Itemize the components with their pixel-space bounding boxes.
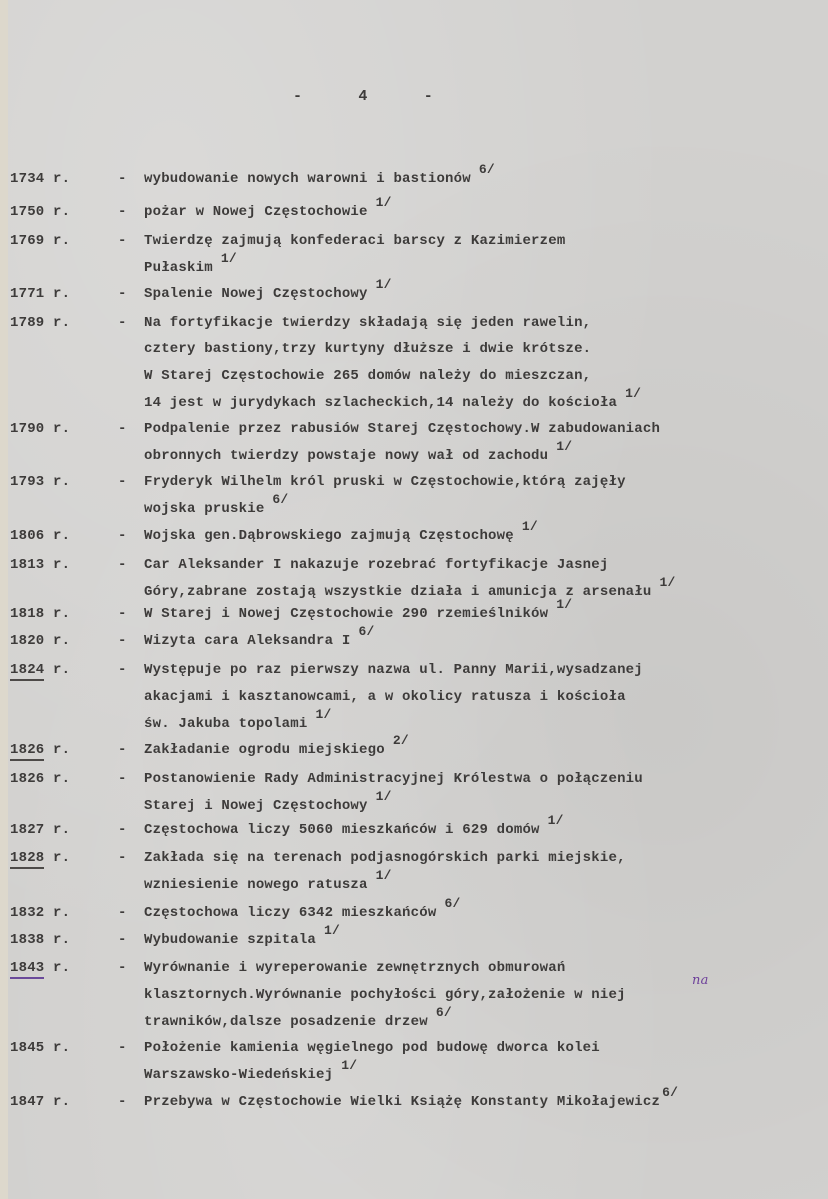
footnote-ref: 1/	[556, 597, 573, 612]
footnote-ref: 1/	[375, 789, 392, 804]
entry-year: 1843 r.	[10, 960, 70, 976]
entry-text: trawników,dalsze posadzenie drzew6/	[144, 1005, 452, 1030]
entry-year: 1826 r.	[10, 771, 71, 787]
entry-text: Częstochowa liczy 5060 mieszkańców i 629 domów1/	[144, 813, 564, 838]
entry-year: 1847 r.	[10, 1094, 71, 1110]
footnote-ref: 1/	[324, 923, 341, 938]
entry-text: Wyrównanie i wyreperowanie zewnętrznych obmurowań	[144, 960, 566, 976]
entry-year: 1845 r.	[10, 1040, 71, 1056]
entry-text: Góry,zabrane zostają wszystkie działa i amunicja z arsenału1/	[144, 575, 676, 600]
entry-text: Pułaskim1/	[144, 251, 237, 276]
entry-text: Przebywa w Częstochowie Wielki Książę Konstanty Mikołajewicz6/	[144, 1085, 679, 1110]
entry-text: cztery bastiony,trzy kurtyny dłuższe i dwie krótsze.	[144, 341, 592, 357]
entry-text: Fryderyk Wilhelm król pruski w Częstochowie,którą zajęły	[144, 474, 626, 490]
footnote-ref: 1/	[220, 251, 237, 266]
footnote-ref: 1/	[375, 277, 392, 292]
handwritten-correction: na	[692, 973, 709, 988]
entry-text: akacjami i kasztanowcami, a w okolicy ratusza i kościoła	[144, 689, 626, 705]
entry-text: Spalenie Nowej Częstochowy1/	[144, 277, 392, 302]
entry-text: W Starej Częstochowie 265 domów należy do mieszczan,	[144, 368, 592, 384]
footnote-ref: 2/	[392, 733, 409, 748]
page-number-dash-right: -	[423, 88, 433, 105]
page-number-dash-left: -	[293, 88, 303, 105]
footnote-ref: 1/	[625, 386, 642, 401]
entry-text: obronnych twierdzy powstaje nowy wał od zachodu1/	[144, 439, 573, 464]
footnote-ref: 1/	[315, 707, 332, 722]
entry-text: wybudowanie nowych warowni i bastionów6/	[144, 162, 495, 187]
entry-text: Postanowienie Rady Administracyjnej Królestwa o połączeniu	[144, 771, 643, 787]
entry-text: św. Jakuba topolami1/	[144, 707, 332, 732]
entry-year: 1790 r.	[10, 421, 71, 437]
entry-year: 1818 r.	[10, 606, 71, 622]
entry-year: 1769 r.	[10, 233, 71, 249]
footnote-ref: 1/	[375, 868, 392, 883]
entry-year: 1832 r.	[10, 905, 71, 921]
entry-text: Twierdzę zajmują konfederaci barscy z Kazimierzem	[144, 233, 566, 249]
entry-text: Wybudowanie szpitala1/	[144, 923, 341, 948]
entry-text: Zakładanie ogrodu miejskiego2/	[144, 733, 409, 758]
entry-text: 14 jest w jurydykach szlacheckich,14 należy do kościoła1/	[144, 386, 642, 411]
entry-text: klasztornych.Wyrównanie pochyłości góry,założenie w niej	[144, 987, 626, 1003]
entry-year: 1820 r.	[10, 633, 71, 649]
entry-year: 1827 r.	[10, 822, 71, 838]
entry-year: 1828 r.	[10, 850, 70, 866]
entry-text: W Starej i Nowej Częstochowie 290 rzemieślników1/	[144, 597, 573, 622]
entry-text: Car Aleksander I nakazuje rozebrać fortyfikacje Jasnej	[144, 557, 609, 573]
entry-text: Na fortyfikacje twierdzy składają się jeden rawelin,	[144, 315, 592, 331]
entry-year: 1813 r.	[10, 557, 71, 573]
entry-year: 1793 r.	[10, 474, 71, 490]
entry-text: Warszawsko-Wiedeńskiej1/	[144, 1058, 358, 1083]
entry-year: 1771 r.	[10, 286, 71, 302]
footnote-ref: 6/	[444, 896, 461, 911]
entry-text: pożar w Nowej Częstochowie1/	[144, 195, 392, 220]
entry-text: Zakłada się na terenach podjasnogórskich parki miejskie,	[144, 850, 626, 866]
footnote-ref: 1/	[521, 519, 538, 534]
entry-text: Podpalenie przez rabusiów Starej Częstochowy.W zabudowaniach	[144, 421, 661, 437]
entry-year: 1750 r.	[10, 204, 71, 220]
entry-text: Występuje po raz pierwszy nazwa ul. Panny Marii,wysadzanej	[144, 662, 643, 678]
entry-year: 1806 r.	[10, 528, 71, 544]
entry-year: 1824 r.	[10, 662, 70, 678]
entry-text: Wizyta cara Aleksandra I6/	[144, 624, 375, 649]
entry-text: Starej i Nowej Częstochowy1/	[144, 789, 392, 814]
footnote-ref: 6/	[272, 492, 289, 507]
footnote-ref: 1/	[547, 813, 564, 828]
footnote-ref: 1/	[341, 1058, 358, 1073]
page-number	[293, 88, 433, 105]
entry-text: wzniesienie nowego ratusza1/	[144, 868, 392, 893]
footnote-ref: 1/	[659, 575, 676, 590]
footnote-ref: 1/	[375, 195, 392, 210]
entry-year: 1789 r.	[10, 315, 71, 331]
entry-text: wojska pruskie6/	[144, 492, 289, 517]
footnote-ref: 6/	[358, 624, 375, 639]
footnote-ref: 6/	[662, 1085, 679, 1100]
footnote-ref: 6/	[435, 1005, 452, 1020]
page-number-value: 4	[358, 88, 368, 105]
footnote-ref: 6/	[478, 162, 495, 177]
entry-text: Wojska gen.Dąbrowskiego zajmują Częstochowę1/	[144, 519, 538, 544]
entry-year: 1826 r.	[10, 742, 70, 758]
footnote-ref: 1/	[556, 439, 573, 454]
entry-text: Położenie kamienia węgielnego pod budowę dworca kolei	[144, 1040, 600, 1056]
entry-year: 1734 r.	[10, 171, 71, 187]
entry-text: Częstochowa liczy 6342 mieszkańców6/	[144, 896, 461, 921]
entry-year: 1838 r.	[10, 932, 71, 948]
